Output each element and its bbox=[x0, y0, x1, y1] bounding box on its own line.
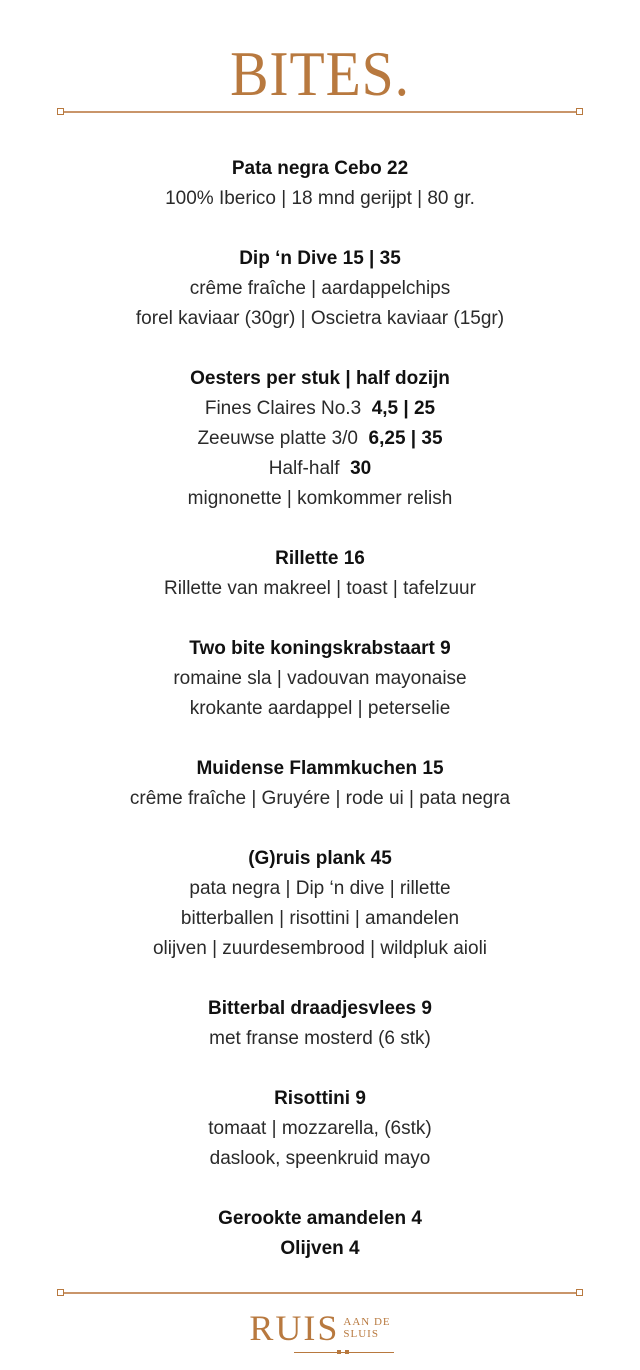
menu-item-description bbox=[0, 664, 640, 694]
menu-item-description bbox=[0, 694, 640, 724]
menu-item-name: Two bite koningskrabstaart 9 bbox=[189, 638, 451, 659]
menu-item-price: 6,25 | 35 bbox=[368, 428, 443, 449]
menu-item-description bbox=[0, 484, 640, 514]
menu-item bbox=[0, 364, 640, 514]
menu-item bbox=[0, 1084, 640, 1174]
menu-item-name: Risottini 9 bbox=[274, 1088, 366, 1109]
menu-item-price: 4,5 | 25 bbox=[371, 398, 436, 419]
divider-end-square-icon bbox=[57, 1289, 64, 1296]
menu-item-description bbox=[0, 1144, 640, 1174]
logo-subtitle-line-1: AAN DE bbox=[343, 1316, 391, 1328]
menu-item-description-text: krokante aardappel | peterselie bbox=[189, 698, 451, 719]
menu-list bbox=[0, 154, 640, 1294]
menu-item-description bbox=[0, 934, 640, 964]
menu-item-description bbox=[0, 394, 640, 424]
menu-item-name: Rillette 16 bbox=[275, 548, 365, 569]
menu-item-name: Gerookte amandelen 4 bbox=[218, 1208, 422, 1229]
logo-underline-icon bbox=[294, 1352, 394, 1353]
menu-item bbox=[0, 754, 640, 814]
menu-item-description bbox=[0, 784, 640, 814]
menu-item-description bbox=[0, 184, 640, 214]
divider-end-square-icon bbox=[57, 108, 64, 115]
menu-item-name: Dip ‘n Dive 15 | 35 bbox=[239, 248, 401, 269]
menu-item-description bbox=[0, 424, 640, 454]
menu-item-description-text: Fines Claires No.3 bbox=[204, 398, 362, 419]
menu-item-description-text: 100% Iberico | 18 mnd gerijpt | 80 gr. bbox=[165, 188, 475, 209]
menu-item-description-text: daslook, speenkruid mayo bbox=[209, 1148, 431, 1169]
menu-item-description-text: bitterballen | risottini | amandelen bbox=[180, 908, 460, 929]
menu-item bbox=[0, 544, 640, 604]
menu-item-description-text: olijven | zuurdesembrood | wildpluk aioli bbox=[152, 938, 488, 959]
menu-item-price: 30 bbox=[350, 458, 372, 479]
menu-item-description-text: met franse mosterd (6 stk) bbox=[209, 1028, 431, 1049]
menu-item-name: (G)ruis plank 45 bbox=[248, 848, 392, 869]
menu-item-description bbox=[0, 1114, 640, 1144]
logo-subtitle bbox=[343, 1316, 390, 1340]
menu-item bbox=[0, 994, 640, 1054]
top-divider bbox=[60, 111, 580, 113]
divider-end-square-icon bbox=[576, 1289, 583, 1296]
menu-item-description bbox=[0, 574, 640, 604]
menu-item-description-text: crême fraîche | aardappelchips bbox=[189, 278, 451, 299]
restaurant-logo bbox=[0, 1308, 640, 1348]
menu-item-description bbox=[0, 904, 640, 934]
menu-item-name: Olijven 4 bbox=[280, 1238, 360, 1259]
divider-end-square-icon bbox=[576, 108, 583, 115]
menu-item-description-text: Rillette van makreel | toast | tafelzuur bbox=[164, 578, 476, 599]
menu-item-description bbox=[0, 874, 640, 904]
menu-item bbox=[0, 154, 640, 214]
menu-item-description-text: Half-half bbox=[268, 458, 340, 479]
menu-item-description-text: pata negra | Dip ‘n dive | rillette bbox=[189, 878, 451, 899]
menu-item-name: Pata negra Cebo 22 bbox=[231, 158, 409, 179]
page-title: BITES. bbox=[230, 38, 410, 109]
menu-item-name: Muidense Flammkuchen 15 bbox=[196, 758, 444, 779]
menu-item-description-text: mignonette | komkommer relish bbox=[187, 488, 453, 509]
menu-item bbox=[0, 244, 640, 334]
menu-item-description bbox=[0, 274, 640, 304]
menu-item-description-text: crême fraîche | Gruyére | rode ui | pata negra bbox=[129, 788, 511, 809]
logo-subtitle-line-2: SLUIS bbox=[343, 1328, 379, 1340]
bottom-divider bbox=[60, 1292, 580, 1294]
menu-item-description-text: forel kaviaar (30gr) | Oscietra kaviaar (15gr) bbox=[135, 308, 505, 329]
menu-item-description-text: romaine sla | vadouvan mayonaise bbox=[173, 668, 467, 689]
menu-item-description-text: tomaat | mozzarella, (6stk) bbox=[208, 1118, 432, 1139]
menu-item-name: Bitterbal draadjesvlees 9 bbox=[208, 998, 432, 1019]
menu-item-description bbox=[0, 454, 640, 484]
menu-item-description bbox=[0, 304, 640, 334]
menu-item bbox=[0, 634, 640, 724]
menu-item-description bbox=[0, 1024, 640, 1054]
menu-item-name: Oesters per stuk | half dozijn bbox=[190, 368, 450, 389]
logo-wordmark: RUIS bbox=[249, 1308, 340, 1348]
menu-item bbox=[0, 1204, 640, 1264]
menu-item-description-text: Zeeuwse platte 3/0 bbox=[197, 428, 358, 449]
menu-item bbox=[0, 844, 640, 964]
